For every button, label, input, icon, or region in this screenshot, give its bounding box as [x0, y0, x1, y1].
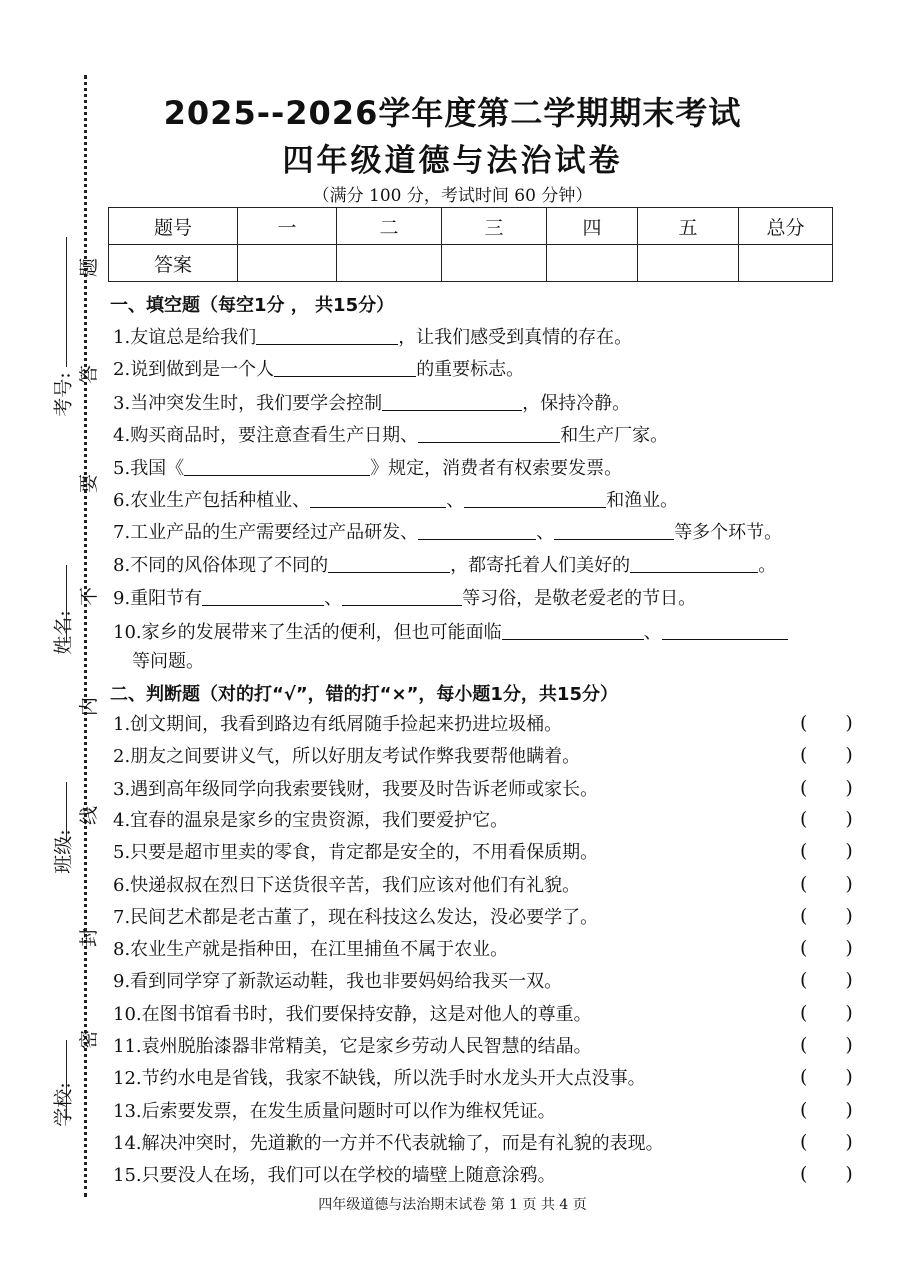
page-footer: 四年级道德与法治期末试卷 第 1 页 共 4 页 [318, 1197, 587, 1213]
answer-paren-6[interactable]: ( ) [800, 873, 853, 895]
answer-blank[interactable] [418, 521, 536, 540]
answer-blank[interactable] [502, 621, 644, 640]
score-cell-1: 一 [238, 208, 337, 245]
judge-question-2: 2.朋友之间要讲义气，所以好朋友考试作弊我要帮他瞒着。 [113, 746, 581, 767]
judge-question-13: 13.后索要发票，在发生质量问题时可以作为维权凭证。 [113, 1101, 556, 1122]
exam-title: 2025--2026学年度第二学期期末考试 [163, 94, 742, 132]
judge-question-1: 1.创文期间，我看到路边有纸屑随手捡起来扔进垃圾桶。 [113, 714, 563, 735]
answer-paren-13[interactable]: ( ) [800, 1099, 853, 1121]
answer-cell-4[interactable] [547, 245, 638, 282]
answer-blank[interactable] [342, 587, 462, 606]
answer-cell-total[interactable] [739, 245, 833, 282]
answer-paren-2[interactable]: ( ) [800, 744, 853, 766]
fill-question-10-cont: 等问题。 [132, 651, 204, 672]
answer-paren-4[interactable]: ( ) [800, 808, 853, 830]
judge-question-6: 6.快递叔叔在烈日下送货很辛苦，我们应该对他们有礼貌。 [113, 875, 581, 896]
answer-blank[interactable] [630, 554, 758, 573]
school-label: 学校: [52, 1082, 75, 1127]
score-table [108, 207, 833, 282]
score-table-answer-row [109, 245, 833, 282]
answer-blank[interactable] [202, 587, 324, 606]
fill-question-5: 5.我国《 》规定，消费者有权索要发票。 [113, 458, 623, 479]
seal-char-5: 不 [78, 586, 101, 607]
judge-question-4: 4.宜春的温泉是家乡的宝贵资源，我们要爱护它。 [113, 810, 509, 831]
judge-question-9: 9.看到同学穿了新款运动鞋，我也非要妈妈给我买一双。 [113, 971, 563, 992]
seal-char-7: 答 [78, 364, 101, 385]
seal-char-2: 封 [78, 927, 101, 948]
answer-blank[interactable] [662, 621, 788, 640]
judge-question-7: 7.民间艺术都是老古董了，现在科技这么发达，没必要学了。 [113, 907, 599, 928]
judge-question-8: 8.农业生产就是指种田，在江里捕鱼不属于农业。 [113, 939, 509, 960]
fill-question-4: 4.购买商品时，要注意查看生产日期、 和生产厂家。 [113, 425, 669, 446]
fill-question-1: 1.友谊总是给我们 ，让我们感受到真情的存在。 [113, 327, 633, 348]
judge-question-3: 3.遇到高年级同学向我索要钱财，我要及时告诉老师或家长。 [113, 779, 599, 800]
seal-char-8: 题 [78, 257, 101, 278]
score-cell-label: 题号 [109, 208, 238, 245]
judge-question-12: 12.节约水电是省钱，我家不缺钱，所以洗手时水龙头开大点没事。 [113, 1068, 646, 1089]
score-cell-5: 五 [638, 208, 739, 245]
answer-paren-8[interactable]: ( ) [800, 937, 853, 959]
answer-cell-3[interactable] [442, 245, 547, 282]
section1-title: 一、填空题（每空1分 ， 共15分） [110, 295, 395, 316]
seal-char-3: 线 [78, 805, 101, 826]
answer-cell-1[interactable] [238, 245, 337, 282]
fill-question-9: 9.重阳节有 、 等习俗，是敬老爱老的节日。 [113, 588, 697, 609]
fill-question-6: 6.农业生产包括种植业、 、 和渔业。 [113, 490, 679, 511]
answer-cell-5[interactable] [638, 245, 739, 282]
answer-blank[interactable] [554, 521, 674, 540]
answer-paren-7[interactable]: ( ) [800, 905, 853, 927]
answer-cell-2[interactable] [337, 245, 442, 282]
section2-title: 二、判断题（对的打“√”，错的打“×”，每小题1分，共15分） [110, 684, 618, 705]
fill-question-10: 10.家乡的发展带来了生活的便利，但也可能面临 、 [113, 618, 788, 644]
id-blank-line [66, 237, 67, 367]
answer-blank[interactable] [418, 424, 560, 443]
score-cell-4: 四 [547, 208, 638, 245]
fill-question-3: 3.当冲突发生时，我们要学会控制 ，保持冷静。 [113, 393, 631, 414]
answer-paren-12[interactable]: ( ) [800, 1066, 853, 1088]
answer-blank[interactable] [382, 392, 522, 411]
answer-blank[interactable] [464, 489, 606, 508]
answer-blank[interactable] [328, 554, 450, 573]
score-cell-total: 总分 [739, 208, 833, 245]
answer-paren-9[interactable]: ( ) [800, 969, 853, 991]
name-label: 姓名: [52, 610, 75, 655]
binding-dotted-line [84, 75, 87, 1197]
judge-question-14: 14.解决冲突时，先道歉的一方并不代表就输了，而是有礼貌的表现。 [113, 1133, 664, 1154]
answer-blank[interactable] [184, 457, 370, 476]
judge-question-10: 10.在图书馆看书时，我们要保持安静，这是对他人的尊重。 [113, 1004, 592, 1025]
judge-question-5: 5.只要是超市里卖的零食，肯定都是安全的，不用看保质期。 [113, 842, 599, 863]
seal-char-4: 内 [78, 696, 101, 717]
answer-blank[interactable] [310, 489, 446, 508]
answer-paren-11[interactable]: ( ) [800, 1034, 853, 1056]
class-label: 班级: [52, 829, 75, 874]
exam-info: （满分 100 分，考试时间 60 分钟） [312, 186, 593, 206]
answer-paren-1[interactable]: ( ) [800, 712, 853, 734]
answer-row-label: 答案 [109, 245, 238, 282]
answer-paren-15[interactable]: ( ) [800, 1163, 853, 1185]
score-cell-2: 二 [337, 208, 442, 245]
answer-paren-5[interactable]: ( ) [800, 840, 853, 862]
answer-paren-3[interactable]: ( ) [800, 777, 853, 799]
fill-question-2: 2.说到做到是一个人 的重要标志。 [113, 359, 525, 380]
answer-blank[interactable] [274, 358, 416, 377]
answer-blank[interactable] [256, 326, 398, 345]
score-table-header-row [109, 208, 833, 245]
seal-char-1: 密 [78, 1029, 101, 1050]
seal-char-6: 要 [78, 473, 101, 494]
judge-question-11: 11.袁州脱胎漆器非常精美，它是家乡劳动人民智慧的结晶。 [113, 1036, 592, 1057]
judge-question-15: 15.只要没人在场，我们可以在学校的墙壁上随意涂鸦。 [113, 1165, 556, 1186]
fill-question-7: 7.工业产品的生产需要经过产品研发、 、 等多个环节。 [113, 522, 783, 543]
id-label: 考号: [52, 372, 75, 417]
paper-title: 四年级道德与法治试卷 [282, 143, 623, 179]
fill-question-8: 8.不同的风俗体现了不同的 ，都寄托着人们美好的 。 [113, 555, 777, 576]
answer-paren-10[interactable]: ( ) [800, 1002, 853, 1024]
answer-paren-14[interactable]: ( ) [800, 1131, 853, 1153]
score-cell-3: 三 [442, 208, 547, 245]
